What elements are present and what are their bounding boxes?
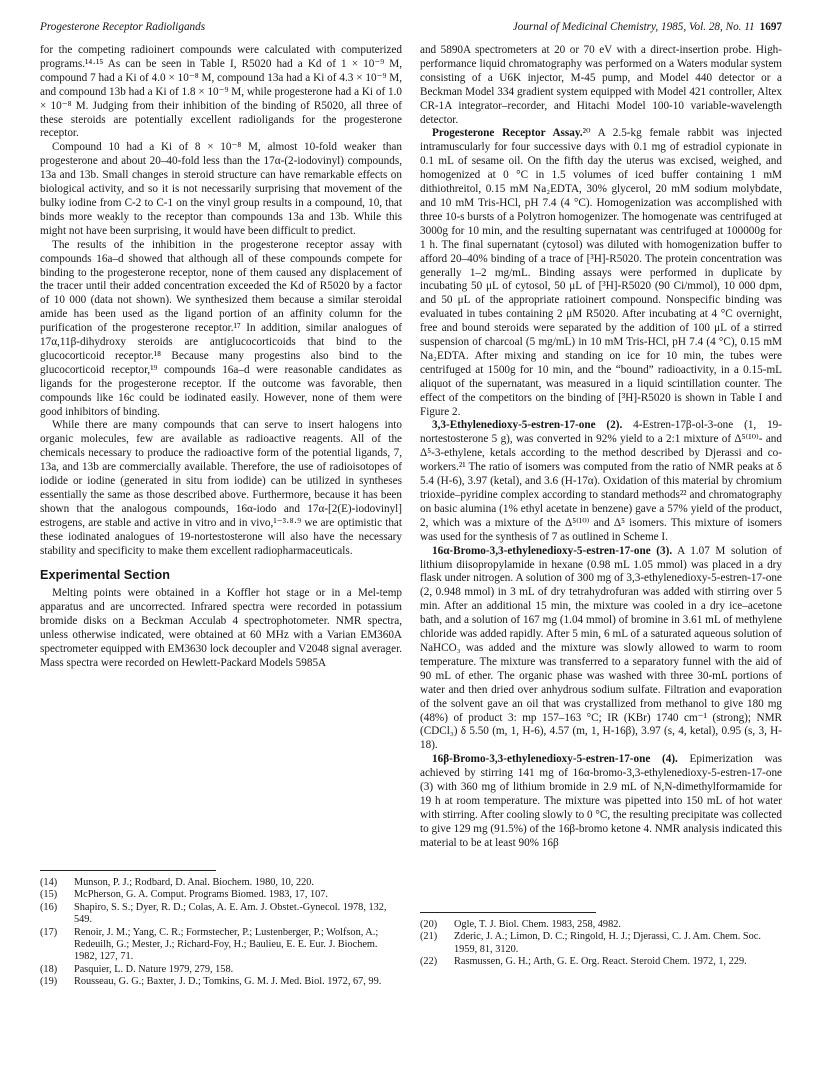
footnote xyxy=(420,931,782,956)
paragraph xyxy=(420,127,782,419)
journal-name: Journal of Medicinal Chemistry, xyxy=(512,21,659,33)
paragraph xyxy=(420,753,782,850)
footnote-number: (21) xyxy=(420,931,438,943)
paragraph xyxy=(420,419,782,544)
paragraph-heading: 3,3-Ethylenedioxy-5-estren-17-one (2). xyxy=(432,419,623,432)
paragraph-body: 4-Estren-17β-ol-3-one (1, 19-nortestosterone 5 g), was converted in 92% yield to a 2:1 mixture of Δ⁵⁽¹⁰⁾- and Δ⁵-3-ethylene, ketals according to the method described by Djerassi and co-workers.²¹ The ratio of isomers was computed from the ratio of NMR peaks at δ 5.4 (H-6), 3.97 (ketal), and 3.6 (H-17α). Oxidation of this material by chromium trioxide–pyridine complex according to standard methods²² and chromatography on basic alumina (1% ethyl acetate in benzene) gave a 57% yield of the product, 2, which was a mixture of the Δ⁵⁽¹⁰⁾ and Δ⁵ isomers. This mixture of isomers was used for the synthesis of 7 as outlined in Scheme I. xyxy=(420,419,782,543)
paragraph-heading: 16α-Bromo-3,3-ethylenedioxy-5-estren-17-one (3). xyxy=(432,544,673,557)
journal-citation xyxy=(513,18,782,36)
footnote-text: Rousseau, G. G.; Baxter, J. D.; Tomkins, G. M. J. Med. Biol. 1972, 67, 99. xyxy=(74,976,382,988)
footnote xyxy=(40,877,402,889)
footnote-text: Rasmussen, G. H.; Arth, G. E. Org. React. Steroid Chem. 1972, 1, 229. xyxy=(454,956,747,968)
paragraph-body: Epimerization was achieved by stirring 141 mg of 16α-bromo-3,3-ethylenedioxy-5-estren-17-one (3) with 360 mg of lithium bromide in 2.9 mL of N,N-dimethylformamide for 19 h at room temperature. The mixture was pipetted into 150 mL of hot water with stirring. After cooling slowly to 0 °C, the resulting precipitate was collected to give 129 mg (91.5%) of the 16β-bromo ketone 4. NMR analysis indicated this material to be at least 90% 16β xyxy=(420,753,782,849)
paragraph: While there are many compounds that can serve to insert halogens into organic molecules, few are available as radioactive reagents. All of the chemicals necessary to produce the radioactive form of the potential ligands, 7, 13a, and 13b are commercially available. Therefore, the use of radioisotopes of iodide or iodine (generated in situ from iodide) can be utilized in syntheses essentially the same as those described above. Furthermore, because it has been shown that the analogous compounds, 16α-iodo and 17α-[2(E)-iodovinyl] estrogens, are stable and active in vitro and in vivo,¹⁻³·⁸·⁹ we are optimistic that these iodinated analogues of 19-nortestosterone will also have the necessary stability and specificity to make them excellent radiopharmaceuticals. xyxy=(40,419,402,557)
footnote-text: Shapiro, S. S.; Dyer, R. D.; Colas, A. E. Am. J. Obstet.-Gynecol. 1978, 132, 549. xyxy=(74,901,387,926)
footnote-text: Pasquier, L. D. Nature 1979, 279, 158. xyxy=(74,963,234,975)
footnote-text: Renoir, J. M.; Yang, C. R.; Formstecher, P.; Lustenberger, P.; Wolfson, A.; Redeuilh, G.; Mester, J.; Richard-Foy, H.; Baulieu, E. E. Eur. J. Biochem. 1982, 127, 71. xyxy=(74,926,379,963)
footnote-number: (14) xyxy=(40,877,58,888)
footnote-text: Munson, P. J.; Rodbard, D. Anal. Biochem. 1980, 10, 220. xyxy=(74,877,314,888)
paragraph: Compound 10 had a Ki of 8 × 10⁻⁸ M, almost 10-fold weaker than progesterone and about 20–40-fold less than the 17α-(2-iodovinyl) compounds, 13a and 13b. Small changes in steroid structure can have remarkable effects on biological activity, and so it is not necessarily surprising that movement of the bulky iodine from C-2 to C-1 on the vinyl group results in a compound, 10, that binds more weakly to the receptor than compounds 13a and 13b. While this might not have been surprising, it would have been difficult to predict. xyxy=(40,141,402,237)
left-column xyxy=(40,44,402,1044)
paragraph: Melting points were obtained in a Koffler hot stage or in a Mel-temp apparatus and are uncorrected. Infrared spectra were recorded in potassium bromide disks on a Beckman Acculab 4 spectrophotometer. NMR spectra, unless otherwise indicated, were obtained at 60 MHz with a Varian EM360A spectrometer equipped with EM3630 lock decoupler and V2048 signal averager. Mass spectra were recorded on Hewlett-Packard Models 5985A xyxy=(40,587,402,669)
footnote-rule xyxy=(420,912,596,913)
footnote xyxy=(420,956,782,968)
footnote-number: (15) xyxy=(40,889,58,901)
footnotes-right xyxy=(420,912,782,969)
citation-ref: ²⁰ xyxy=(582,127,591,140)
footnote xyxy=(40,976,402,988)
footnote-number: (22) xyxy=(420,956,438,968)
footnote-text: Zderic, J. A.; Limon, D. C.; Ringold, H. J.; Djerassi, C. J. Am. Chem. Soc. 1959, 81, 3120. xyxy=(454,931,761,955)
footnote-text: McPherson, G. A. Comput. Programs Biomed. 1983, 17, 107. xyxy=(74,889,328,901)
footnote xyxy=(40,889,402,901)
right-column xyxy=(420,44,782,1044)
footnote-number: (20) xyxy=(420,919,438,930)
footnote xyxy=(420,919,782,931)
paragraph: The results of the inhibition in the progesterone receptor assay with compounds 16a–d showed that although all of these compounds compete for binding to the progesterone receptor, none of them caused any displacement of the tracer until their added concentration exceeded the Kd of R5020 by a factor of 10 000 (data not shown). We synthesized them because a similar steroidal amide has been used as the ligand portion of an affinity column for the purification of the progesterone receptor.¹⁷ In addition, similar analogues of 17α,11β-dihydroxy steroids are antiglucocorticoids that bind to the glucocorticoid receptor.¹⁸ Because many progestins also bind to the glucocorticoid receptor,¹⁹ compounds 16a–d were reasonable candidates as ligands for the progesterone receptor. If the outcome was favorable, then compounds like 16c could be iodinated easily. However, none of them were good inhibitors of binding. xyxy=(40,238,402,418)
paragraph-body: A 2.5-kg female rabbit was injected intramuscularly for four successive days with 0.1 mg of estradiol cypionate in 0.1 mL of sesame oil. On the fifth day the uterus was excised, weighed, and homogenized at 0 °C in 1.5 volumes of iced buffer containing 1 mM dithiothreitol, 0.15 mM Na₂EDTA, 30% glycerol, 20 mM sodium molybdate, and 10 mM Tris-HCl, pH 7.4 (4 °C). Homogenization was accomplished with three 10-s bursts of a Polytron homogenizer. The homogenate was centrifuged at 3000g for 10 min, and the resulting supernatant was centrifuged at 100000g for 1 h. The final supernatant (cytosol) was diluted with homogenization buffer to afford 20–40% binding of a trace of [³H]-R5020. The protein concentration was generally 1–2 mg/mL. Binding assays were performed in duplicate by incubating 50 μL of cytosol, 50 μL of [³H]-R5020 (90 Ci/mmol), 10 000 dpm, and 50 μL of the appropriate ratioinert compound. Nonspecific binding was evaluated in tubes containing 2 μM R5020. After incubating at 4 °C overnight, free and bound steroids were separated by the addition of 100 μL of a stirred suspension of charcoal (5 mg/mL) in 10 mM Tris-HCl, pH 7.4 (4 °C), 0.15 mM Na₂EDTA. After mixing and standing on ice for 10 min, the tubes were centrifuged at 1500g for 10 min, and the “bound” radioactivity, in a 0.15-mL aliquot of the supernatant, was measured in a liquid scintillation counter. The effect of the competitors on the binding of [³H]-R5020 is shown in Table I and Figure 2. xyxy=(420,127,782,418)
paragraph: and 5890A spectrometers at 20 or 70 eV with a direct-insertion probe. High-performance liquid chromatography was performed on a Waters modular system consisting of a U6K injector, M-45 pump, and Model 440 detector or a Beckman Model 334 gradient system equipped with Model 421 controller, Altex CR-1A integrator–recorder, and Hitachi Model 100-10 variable-wavelength detector. xyxy=(420,44,782,126)
paragraph xyxy=(420,545,782,754)
footnote-number: (16) xyxy=(40,901,58,913)
paragraph: for the competing radioinert compounds were calculated with computerized programs.¹⁴·¹⁵ As can be seen in Table I, R5020 had a Kd of 1 × 10⁻⁹ M, compound 7 had a Ki of 4.0 × 10⁻⁸ M, compound 13a had a Ki of 4.3 × 10⁻⁹ M, and compound 13b had a Ki of 1.8 × 10⁻⁹ M, while progesterone had a Ki of 1.0 × 10⁻⁸ M. Judging from their inhibition of the binding of R5020, all three of these steroids are potentially excellent radioligands for the progesterone receptor. xyxy=(40,44,402,140)
running-header xyxy=(40,18,782,36)
footnote-number: (17) xyxy=(40,926,58,938)
footnote xyxy=(40,927,402,964)
paragraph-body: A 1.07 M solution of lithium diisopropylamide in hexane (0.98 mL 1.05 mmol) was placed in a dry flask under nitrogen. A solution of 300 mg of 3,3-ethylenedioxy-5-estren-17-one (2, 0.948 mmol) in 3 mL of dry tetrahydrofuran was added with stirring over 5 min. After an additional 15 min, the mixture was cooled in a dry ice–acetone bath, and a solution of 167 mg (1.04 mmol) of bromine in 3.61 mL of methylene chloride was added rapidly. After 5 min, 6 mL of a saturated aqueous solution of NaHCO₃ was added and the mixture was slowly allowed to warm to room temperature. The mixture was transferred to a separatory funnel with the aid of 90 mL of ether. The organic phase was washed with three 30-mL portions of water and then dried over anhydrous sodium sulfate. Filtration and evaporation of the solvent gave an oil that was crystallized from methanol to give 180 mg (48%) of product 3: mp 157–163 °C; IR (KBr) 1740 cm⁻¹ (strong); NMR (CDCl₃) δ 5.50 (m, 1, H-6), 4.57 (m, 1, H-16β), 3.97 (s, 4, ketal), 0.95 (s, 3, H-18). xyxy=(420,544,782,752)
volume-info: 1985, Vol. 28, No. 11 xyxy=(660,21,755,33)
footnote-number: (18) xyxy=(40,963,58,975)
footnotes-left xyxy=(40,870,402,989)
paragraph-heading: 16β-Bromo-3,3-ethylenedioxy-5-estren-17-one (4). xyxy=(432,753,678,766)
running-title: Progesterone Receptor Radioligands xyxy=(40,21,206,33)
page-number: 1697 xyxy=(759,21,782,33)
paragraph-heading: Progesterone Receptor Assay. xyxy=(432,127,583,140)
footnote xyxy=(40,964,402,976)
footnote xyxy=(40,902,402,927)
footnote-number: (19) xyxy=(40,976,58,988)
section-heading: Experimental Section xyxy=(40,567,171,582)
footnote-text: Ogle, T. J. Biol. Chem. 1983, 258, 4982. xyxy=(454,919,621,930)
footnote-rule xyxy=(40,870,216,871)
